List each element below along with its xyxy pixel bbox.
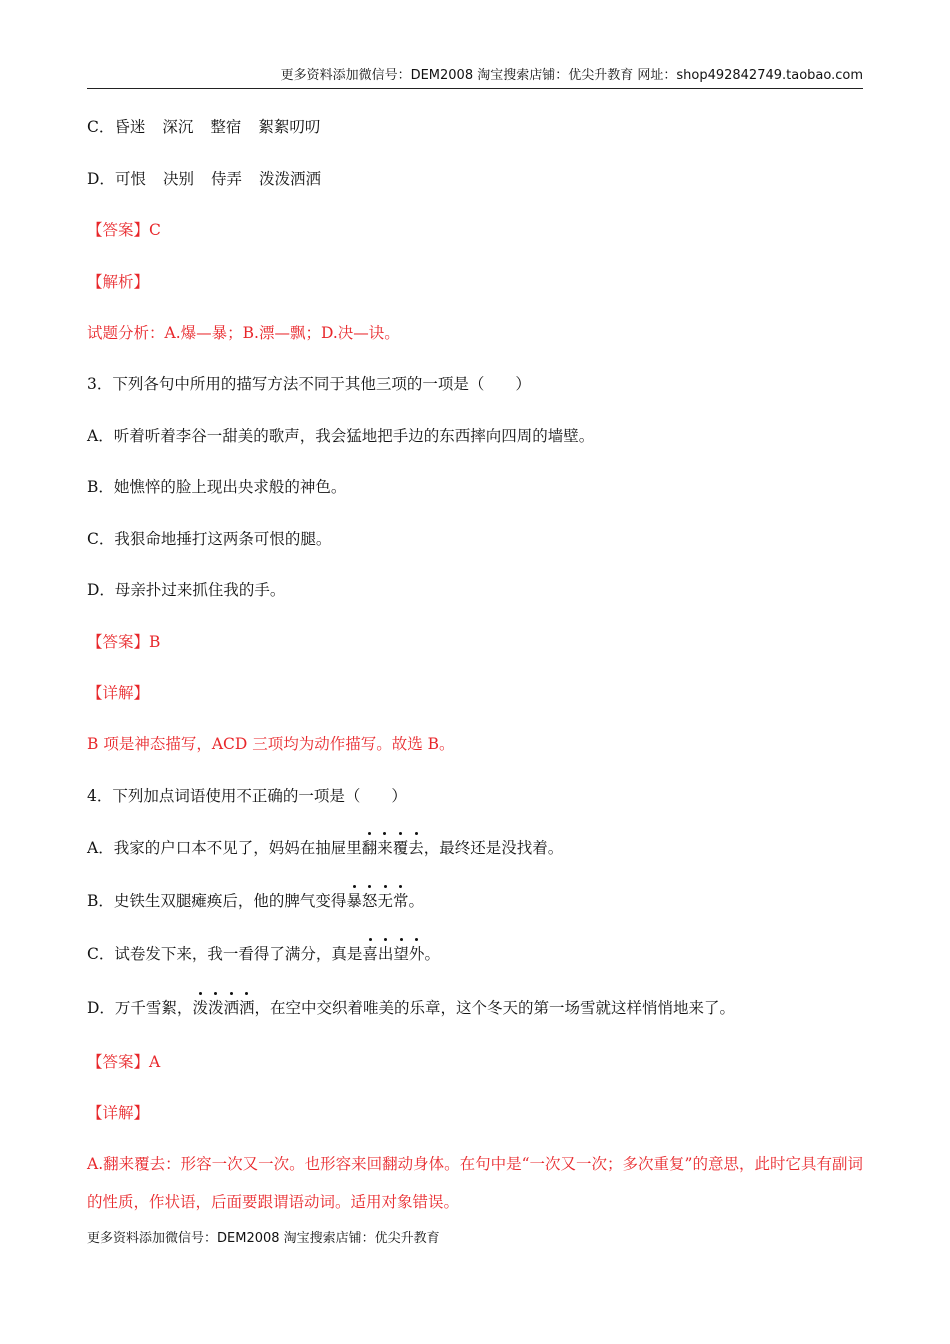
page-header: 更多资料添加微信号：DEM2008 淘宝搜索店铺：优尖升教育 网址：shop492842749.taobao.com [87, 66, 863, 89]
q4-stem: 4．下列加点词语使用不正确的一项是（ ） [87, 787, 407, 805]
q4-detail: A.翻来覆去：形容一次又一次。也形容来回翻动身体。在句中是“一次又一次；多次重复”的意思，此时它具有副词的性质，作状语，后面要跟谓语动词。适用对象错误。 [87, 1155, 863, 1211]
q3-option-b: B．她憔悴的脸上现出央求般的神色。 [87, 478, 347, 496]
dotted-phrase [362, 836, 424, 860]
dotted-char: 洒 [239, 996, 255, 1020]
dotted-char: 喜 [362, 942, 378, 966]
dotted-char: 望 [393, 942, 409, 966]
q3-option-a: A．听着听着李谷一甜美的歌声，我会猛地把手边的东西摔向四周的墙壁。 [87, 427, 595, 445]
dotted-char: 洒 [223, 996, 239, 1020]
q2-option-c: C．昏迷 深沉 整宿 絮絮叨叨 [87, 118, 321, 136]
dotted-char: 外 [409, 942, 425, 966]
q2-option-d: D．可恨 决别 侍弄 泼泼洒洒 [87, 170, 321, 188]
q4-option-d: D．万千雪絮，泼泼洒洒，在空中交织着唯美的乐章，这个冬天的第一场雪就这样悄悄地来了。 [87, 996, 735, 1020]
q4-option-b: B．史铁生双腿瘫痪后，他的脾气变得暴怒无常。 [87, 889, 424, 913]
q4-option-c: C．试卷发下来，我一看得了满分，真是喜出望外。 [87, 942, 440, 966]
dotted-char: 常 [393, 889, 409, 913]
dotted-char: 泼 [208, 996, 224, 1020]
dotted-phrase [362, 942, 424, 966]
q2-analysis-heading: 【解析】 [87, 273, 150, 291]
dotted-char: 泼 [192, 996, 208, 1020]
dotted-phrase [346, 889, 408, 913]
dotted-char: 去 [408, 836, 424, 860]
q3-detail-heading: 【详解】 [87, 684, 150, 702]
dotted-char: 出 [378, 942, 394, 966]
q4-answer: 【答案】A [87, 1053, 161, 1071]
dotted-char: 无 [377, 889, 393, 913]
dotted-phrase [192, 996, 254, 1020]
q3-stem: 3．下列各句中所用的描写方法不同于其他三项的一项是（ ） [87, 375, 531, 393]
dotted-char: 暴 [346, 889, 362, 913]
q2-answer: 【答案】C [87, 221, 161, 239]
q4-option-a: A．我家的户口本不见了，妈妈在抽屉里翻来覆去，最终还是没找着。 [87, 836, 563, 860]
dotted-char: 来 [377, 836, 393, 860]
page-footer: 更多资料添加微信号：DEM2008 淘宝搜索店铺：优尖升教育 [87, 1231, 440, 1246]
q4-detail-heading: 【详解】 [87, 1104, 150, 1122]
dotted-char: 翻 [362, 836, 378, 860]
dotted-char: 怒 [362, 889, 378, 913]
q3-option-d: D．母亲扑过来抓住我的手。 [87, 581, 286, 599]
q3-detail: B 项是神态描写，ACD 三项均为动作描写。故选 B。 [87, 735, 455, 753]
q2-analysis: 试题分析：A.爆—暴；B.漂—飘；D.决—诀。 [87, 324, 400, 342]
q3-answer: 【答案】B [87, 633, 161, 651]
dotted-char: 覆 [393, 836, 409, 860]
q3-option-c: C．我狠命地捶打这两条可恨的腿。 [87, 530, 332, 548]
